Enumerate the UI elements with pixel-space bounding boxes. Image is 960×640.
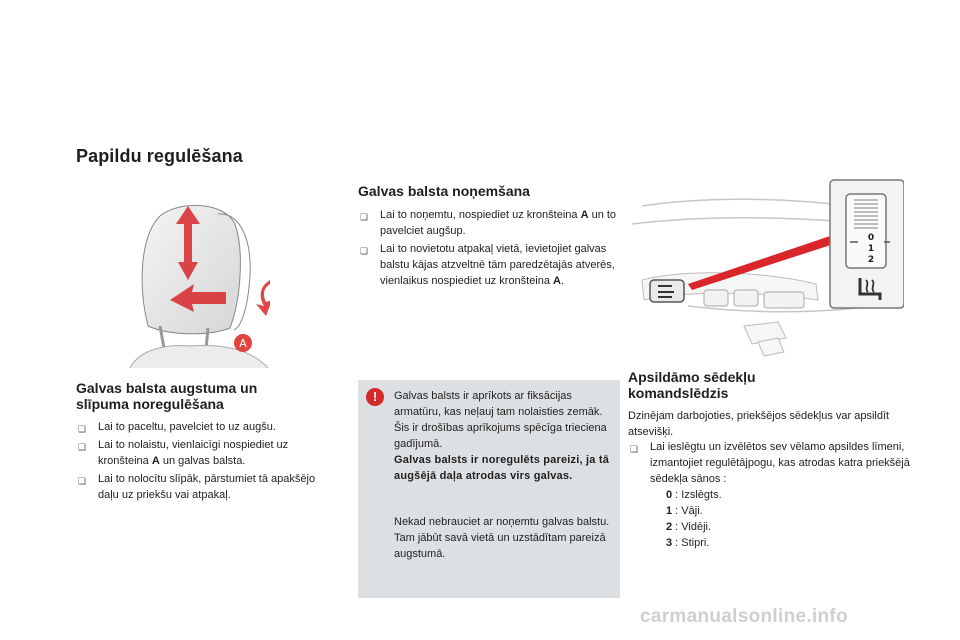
list-item: ❏ Lai ieslēgtu un izvēlētos sev vēlamo apsildes līmeni, izmantojiet regulētājpogu, kas atrodas katra priekšējā sēdekļa sānos :	[630, 441, 910, 485]
list-item: ❏ Lai to nolaistu, vienlaicīgi nospiediet uz kronšteina A un galvas balsta.	[78, 439, 289, 467]
checkbox-icon: ❏	[78, 476, 87, 486]
checkbox-icon: ❏	[78, 442, 87, 452]
heating-level-2: 2 : Vidēji.	[666, 521, 712, 533]
heating-level-0: 0 : Izslēgts.	[666, 489, 722, 501]
warning-bold-text: Galvas balsts ir noregulēts pareizi, ja tā augšējā daļa atrodas virs galvas.	[394, 454, 610, 482]
warning-icon: !	[366, 388, 384, 406]
warning-text-2: Nekad nebrauciet ar noņemtu galvas balstu. Tam jābūt savā vietā un uzstādītam pareizā augstumā.	[394, 516, 610, 560]
list-item: ❏ Lai to paceltu, pavelciet to uz augšu.	[76, 419, 326, 435]
heating-levels	[666, 487, 866, 551]
list-item: ❏ Lai to noņemtu, nospiediet uz kronšteina A un to pavelciet augšup.	[360, 209, 617, 237]
dial-label: 0	[867, 233, 875, 243]
warning-text: Galvas balsts ir aprīkots ar fiksācijas armatūru, kas neļauj tam nolaisties zemāk. Šis ir drošības aprīkojums spēcīga trieciena gadījumā.	[394, 390, 607, 450]
checkbox-icon: ❏	[360, 212, 369, 222]
checkbox-icon: ❏	[78, 424, 87, 434]
dial-label: 1	[867, 244, 875, 254]
seat-heating-list	[628, 439, 918, 489]
svg-text:A: A	[239, 337, 247, 350]
page-title: Papildu regulēšana	[76, 146, 243, 166]
heating-level-1: 1 : Vāji.	[666, 505, 703, 517]
headrest-adjust-list	[76, 419, 326, 505]
warning-box	[358, 380, 620, 598]
heating-level-3: 3 : Stipri.	[666, 537, 710, 549]
checkbox-icon: ❏	[630, 444, 639, 454]
seat-heating-heading: Apsildāmo sēdekļu komandslēdzis	[628, 369, 756, 401]
headrest-illustration	[130, 196, 270, 368]
list-item: ❏ Lai to novietotu atpakaļ vietā, ievietojiet galvas balstu kājas atzveltnē tām paredzētajās atverēs, vienlaikus nospiediet uz kronšteina A.	[360, 243, 615, 287]
watermark: carmanualsonline.info	[640, 606, 848, 627]
list-item: ❏ Lai to nolocītu slīpāk, pārstumiet tā apakšējo daļu uz priekšu vai atpakaļ.	[78, 473, 316, 501]
headrest-removal-heading: Galvas balsta noņemšana	[358, 183, 530, 199]
headrest-adjust-heading: Galvas balsta augstuma un slīpuma noregulēšana	[76, 380, 258, 412]
seat-heating-intro: Dzinējam darbojoties, priekšējos sēdekļus var apsildīt atsevišķi.	[628, 410, 890, 438]
checkbox-icon: ❏	[360, 246, 369, 256]
headrest-removal-list	[358, 207, 622, 291]
dial-label: 2	[867, 255, 875, 265]
seat-heating-switch-illustration	[628, 176, 904, 362]
